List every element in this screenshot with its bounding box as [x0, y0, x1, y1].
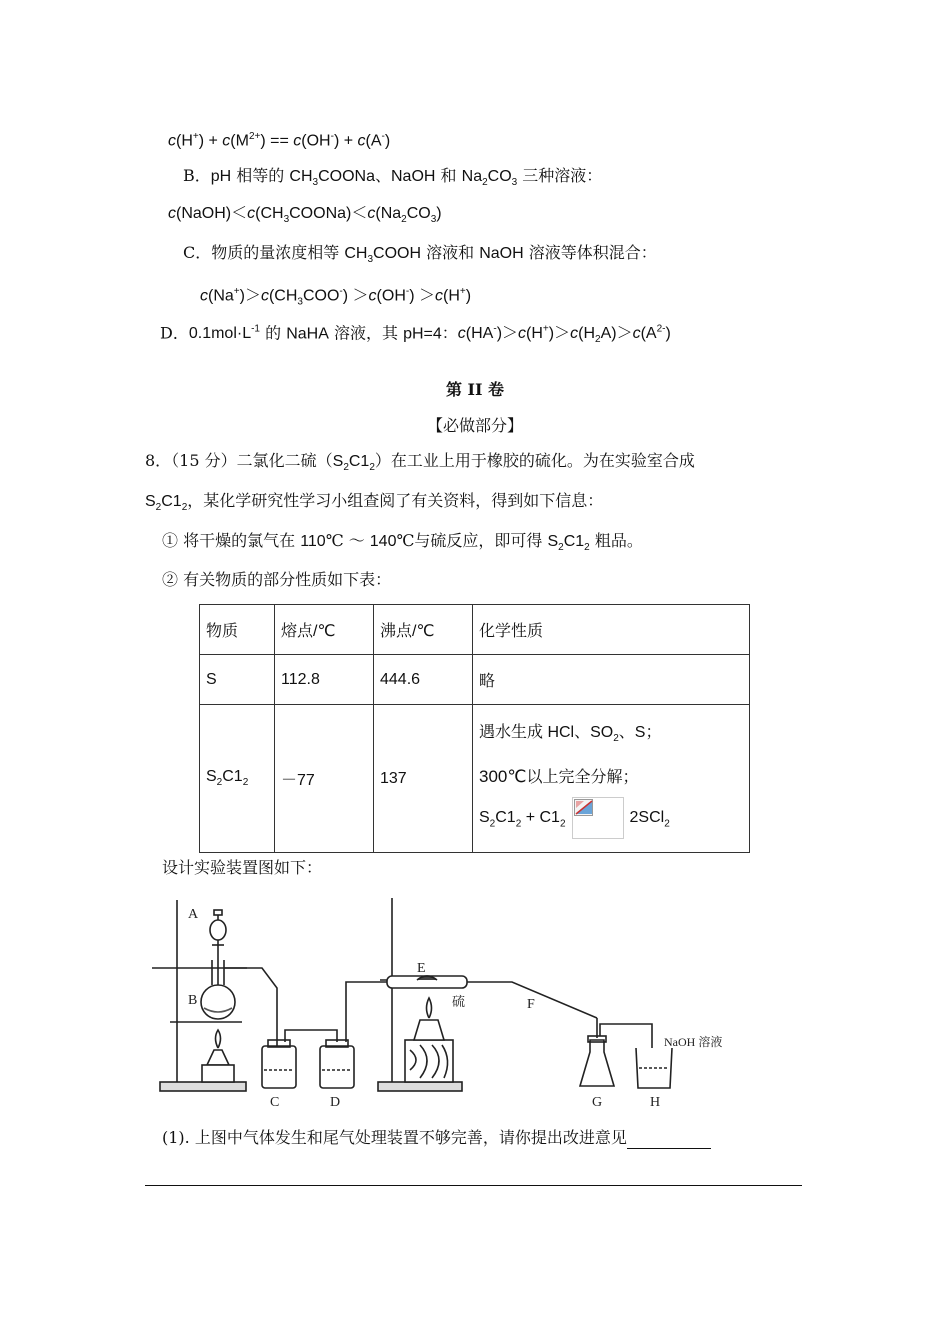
sub-question-1-text: (1). 上图中气体发生和尾气处理装置不够完善，请你提出改进意见 — [162, 1128, 627, 1147]
label-sulfur: 硫 — [452, 994, 466, 1009]
info-item-1: ① 将干燥的氯气在 110℃ ～ 140℃与硫反应，即可得 $S_2C1_2$ 粗品。 — [162, 531, 643, 554]
label-naoh: NaOH 溶液 — [664, 1035, 723, 1049]
label-f: F — [527, 997, 535, 1012]
option-c: C．物质的量浓度相等 $CH_3COOH$ 溶液和 NaOH 溶液等体积混合： — [183, 243, 657, 266]
label-h: H — [650, 1095, 661, 1110]
cell-s-mp: 112.8 — [275, 655, 374, 705]
question-intro-line2: $S_2C1_2$，某化学研究性学习小组查阅了有关资料，得到如下信息： — [145, 491, 604, 514]
section-subtitle: 【必做部分】 — [426, 416, 523, 435]
option-b-order: $c(NaOH)<c(CH_3COONa)<c(Na_2CO_3)$ — [168, 205, 442, 226]
answer-line-2[interactable] — [145, 1184, 802, 1186]
cell-s2cl2-bp: 137 — [374, 705, 473, 853]
cell-s-bp: 444.6 — [374, 655, 473, 705]
apparatus-intro: 设计实验装置图如下： — [162, 858, 323, 877]
cell-s2cl2-prop: 遇水生成 HCl、$SO_2$、S； 300℃以上完全分解； $S_2C1_2 + C1_2$ 2SCl$_2$ — [473, 705, 750, 853]
info-item-2: ② 有关物质的部分性质如下表： — [162, 570, 392, 589]
header-substance: 物质 — [200, 605, 275, 655]
option-b: B．pH 相等的 $CH_3COONa$、NaOH 和 $Na_2CO_3$ 三种溶液： — [183, 166, 603, 189]
cell-s-name: S — [200, 655, 275, 705]
apparatus-diagram — [152, 890, 752, 1115]
cell-s-prop: 略 — [473, 655, 750, 705]
question-intro-line1: 8．（15 分）二氯化二硫$(S_2C1_2)$在工业上用于橡胶的硫化。为在实验室合成 — [145, 451, 695, 474]
section-title: 第 II 卷 — [445, 380, 505, 399]
charge-balance-line: $c(H^+) + c(M^{2+}) == c(OH^-) + c(A^-)$ — [168, 131, 391, 150]
broken-image-icon — [572, 797, 624, 839]
label-c: C — [270, 1095, 280, 1110]
header-melting-point: 熔点/℃ — [275, 605, 374, 655]
sub-question-1 — [162, 1128, 711, 1149]
cell-s2cl2-mp: －77 — [275, 705, 374, 853]
header-boiling-point: 沸点/℃ — [374, 605, 473, 655]
label-d: D — [330, 1095, 341, 1110]
label-b: B — [188, 993, 198, 1008]
properties-table — [199, 604, 750, 853]
label-e: E — [417, 961, 426, 976]
label-g: G — [592, 1095, 603, 1110]
answer-blank-1[interactable] — [627, 1128, 711, 1149]
option-d: D．$0.1mol\cdot L^{-1}$ 的 NaHA 溶液，其 pH=4：$c(HA^-)>c(H^+)>c(H_2A)>c(A^{2-})$ — [160, 323, 671, 346]
label-a: A — [188, 907, 199, 922]
header-chemical-property: 化学性质 — [473, 605, 750, 655]
option-c-order: $c(Na^+)>c(CH_3COO^-) >c(OH^-) >c(H^+)$ — [200, 286, 472, 308]
cell-s2cl2-name: $S_2C1_2$ — [200, 705, 275, 853]
